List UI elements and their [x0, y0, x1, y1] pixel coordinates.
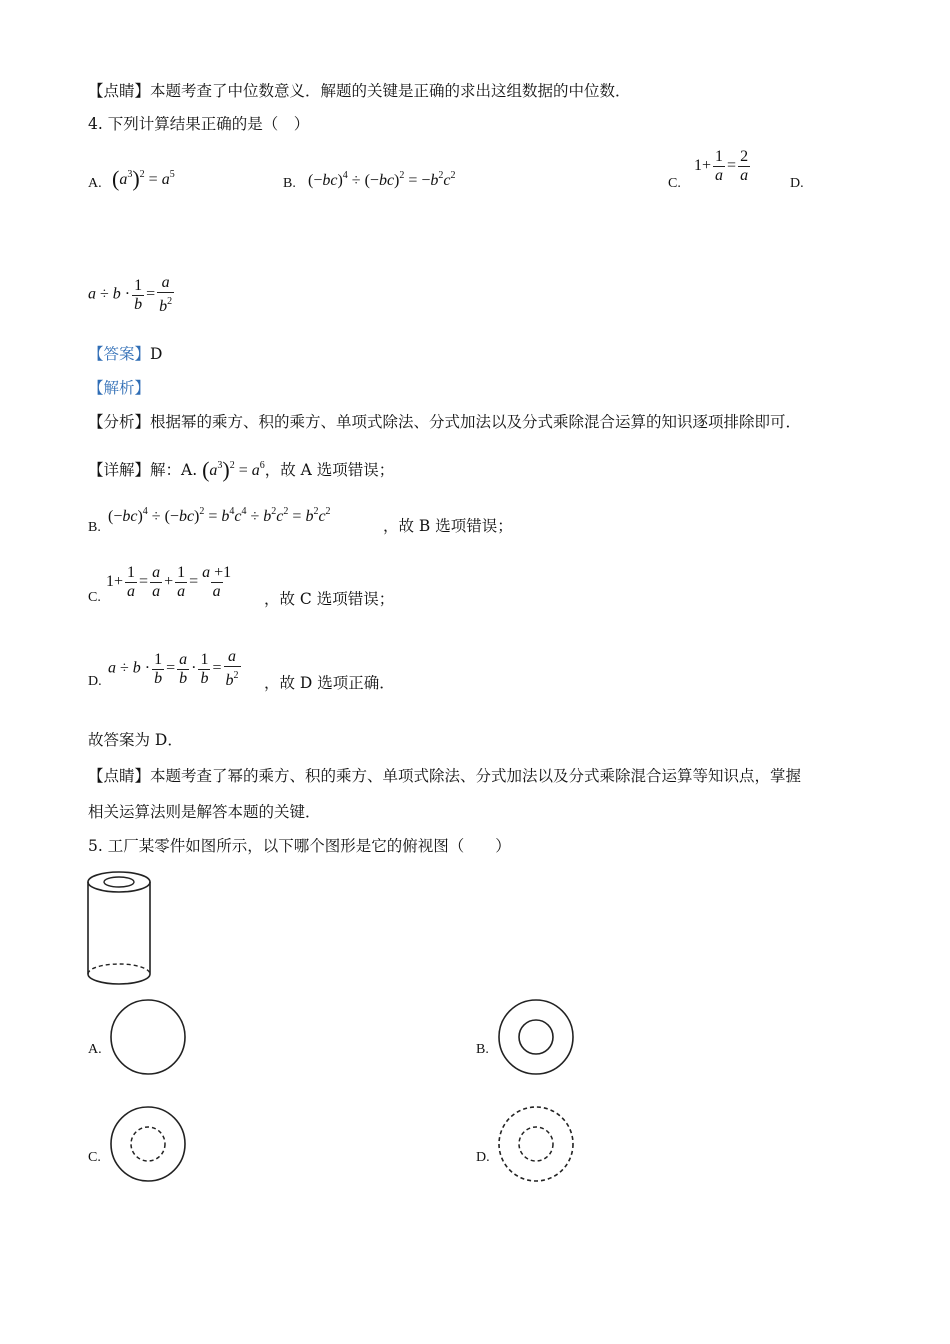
q4-conclusion: 故答案为 D． [88, 731, 183, 749]
q4-option-b-label: B. [283, 176, 296, 191]
detail-b-label: B. [88, 520, 101, 535]
q5-option-c-label: C. [88, 1150, 101, 1165]
detail-prefix: 【详解】解：A. [88, 461, 198, 479]
q3-tip: 【点睛】本题考查了中位数意义．解题的关键是正确的求出这组数据的中位数． [88, 82, 631, 100]
analysis-tag: 【解析】 [88, 379, 151, 397]
q4-option-a-formula: $(a^3)^2 = a^5$ [112, 166, 175, 191]
q5-option-b-figure [498, 999, 576, 1077]
detail-a [88, 456, 394, 481]
q4-option-d-formula: a ÷ b · $\frac{1}{b}$ = $\frac{a}{b^2}$ [88, 274, 173, 315]
detail-c-tail: ，故 C 选项错误； [264, 590, 395, 608]
q5-option-d-figure [498, 1106, 576, 1184]
answer-value: D [150, 345, 163, 363]
detail-b [88, 516, 101, 538]
detail-b-formula: $(-bc)^4 \div (-bc)^2 = b^4c^4 \div b^2c^2 = b^2c^2$ [108, 506, 331, 525]
answer-tag: 【答案】 [88, 345, 151, 363]
q5-option-c-figure [110, 1106, 188, 1184]
q4-fenxi: 【分析】根据幂的乘方、积的乘方、单项式除法、分式加法以及分式乘除混合运算的知识逐项排除即可． [88, 413, 802, 431]
detail-c-label: C. [88, 590, 101, 605]
q4-tip-line2: 相关运算法则是解答本题的关键． [88, 803, 321, 821]
detail-a-tail: ，故 A 选项错误； [264, 461, 395, 479]
detail-c-formula: 1+ $\frac{1}{a}$ = $\frac{a}{a}$ + $\frac{1}{a}$ = $\frac{a +1}{a}$ [106, 564, 232, 600]
q4-option-c-formula: 1+ $\frac{1}{a}$ = $\frac{2}{a}$ [694, 148, 749, 184]
q5-stem: 5. 工厂某零件如图所示，以下哪个图形是它的俯视图（ ） [88, 837, 511, 855]
q5-option-a-label: A. [88, 1042, 102, 1057]
q4-stem: 4. 下列计算结果正确的是（ ） [88, 115, 310, 133]
q5-option-a-figure [110, 999, 188, 1077]
detail-d-label: D. [88, 674, 102, 689]
q4-option-a-label: A. [88, 176, 102, 191]
detail-a-formula: $(a^3)^2 = a^6$ [202, 457, 265, 482]
detail-b-tail: ，故 B 选项错误； [383, 517, 513, 535]
q5-option-b-label: B. [476, 1042, 489, 1057]
q4-option-b-formula: $(-bc)^4 \div (-bc)^2 = -b^2c^2$ [308, 170, 456, 189]
q4-option-c-label: C. [668, 176, 681, 191]
hollow-cylinder-figure [80, 868, 160, 990]
detail-d-formula: a ÷ b · $\frac{1}{b}$ = $\frac{a}{b}$ · $\frac{1}{b}$ = $\frac{a}{b^2}$ [108, 648, 239, 689]
detail-d-tail: ，故 D 选项正确． [264, 674, 395, 692]
q4-tip-line1: 【点睛】本题考查了幂的乘方、积的乘方、单项式除法、分式加法以及分式乘除混合运算等知识点，掌握 [88, 767, 802, 785]
q5-option-d-label: D. [476, 1150, 490, 1165]
q4-answer [88, 344, 162, 364]
q4-option-d-label: D. [790, 176, 804, 191]
